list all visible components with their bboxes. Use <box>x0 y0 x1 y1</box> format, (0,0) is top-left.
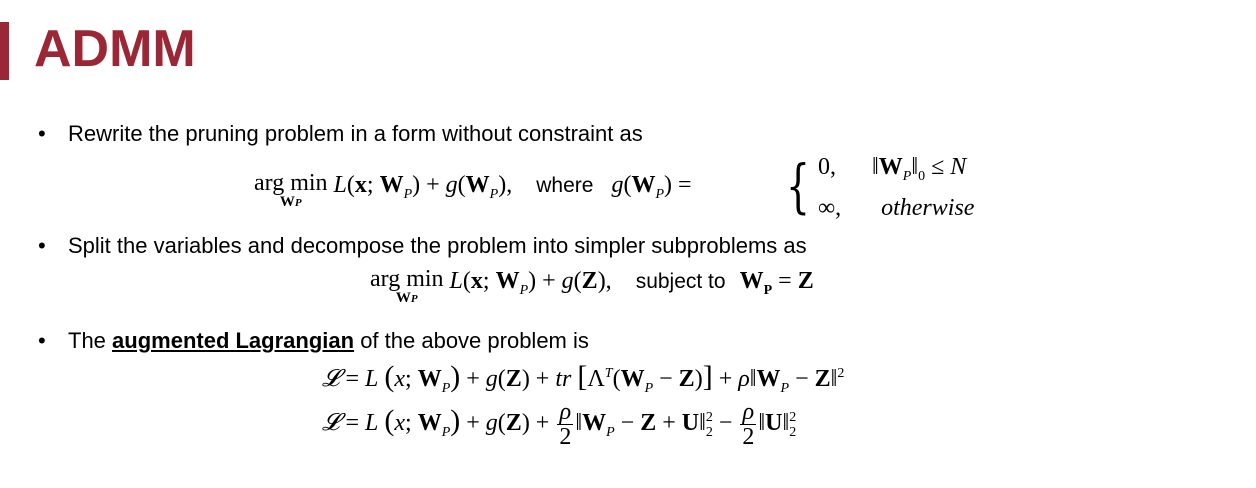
equation-lagrangian-1: 𝓛 = L (x; $W_P) + g(Z)$ + tr $[\Lambda^T(W_P - Z)]$ + $\rho‖W_P$ − Z‖$^2$ <box>322 360 845 396</box>
subject-to-label: subject to <box>635 270 726 293</box>
bullet-dot: • <box>38 233 46 258</box>
augmented-lagrangian-term: augmented Lagrangian <box>112 328 355 353</box>
equation-pruning-objective: arg min WP L(x; $W_P) + g(W_P)$, where $g(W_P)$ = <box>254 170 692 210</box>
piecewise-brace: { <box>786 152 810 220</box>
equation-lagrangian-2: 𝓛 = L (x; $W_P) + g(Z)$ + $\frac{\rho}{2}$ $‖W_P - Z$ + U‖$^2_2$ − $\frac{\rho}{2}$ ‖U‖$^2_2$ <box>322 399 797 450</box>
case-1-value: 0, <box>818 154 836 180</box>
bullet-dot: • <box>38 328 46 353</box>
piecewise-case-1: 0, $‖W_P‖_0 \le N$ <box>818 154 967 184</box>
bullet-text-2: Split the variables and decompose the problem into simpler subproblems as <box>68 233 807 258</box>
bullet-text-3: The augmented Lagrangian of the above problem is <box>68 328 589 353</box>
where-label: where <box>536 174 594 197</box>
bullet-text-1: Rewrite the pruning problem in a form without constraint as <box>68 121 643 146</box>
bullet-dot: • <box>38 121 46 146</box>
case-2-value: ∞, <box>818 195 842 221</box>
slide-title: ADMM <box>34 20 196 78</box>
argmin-operator: arg min WP <box>370 266 444 306</box>
fraction-rho-over-2: $\frac{\rho}{2}$ <box>559 399 572 450</box>
case-2-condition: otherwise <box>881 195 975 221</box>
piecewise-case-2 <box>818 195 974 222</box>
equation-split-variables: arg min WP L(x; $W_P) + g(Z)$, subject to $W_P = Z$ <box>370 266 814 306</box>
fraction-rho-over-2: $\frac{\rho}{2}$ <box>742 399 755 450</box>
argmin-operator: arg min WP <box>254 170 328 210</box>
title-accent-bar <box>0 22 9 80</box>
